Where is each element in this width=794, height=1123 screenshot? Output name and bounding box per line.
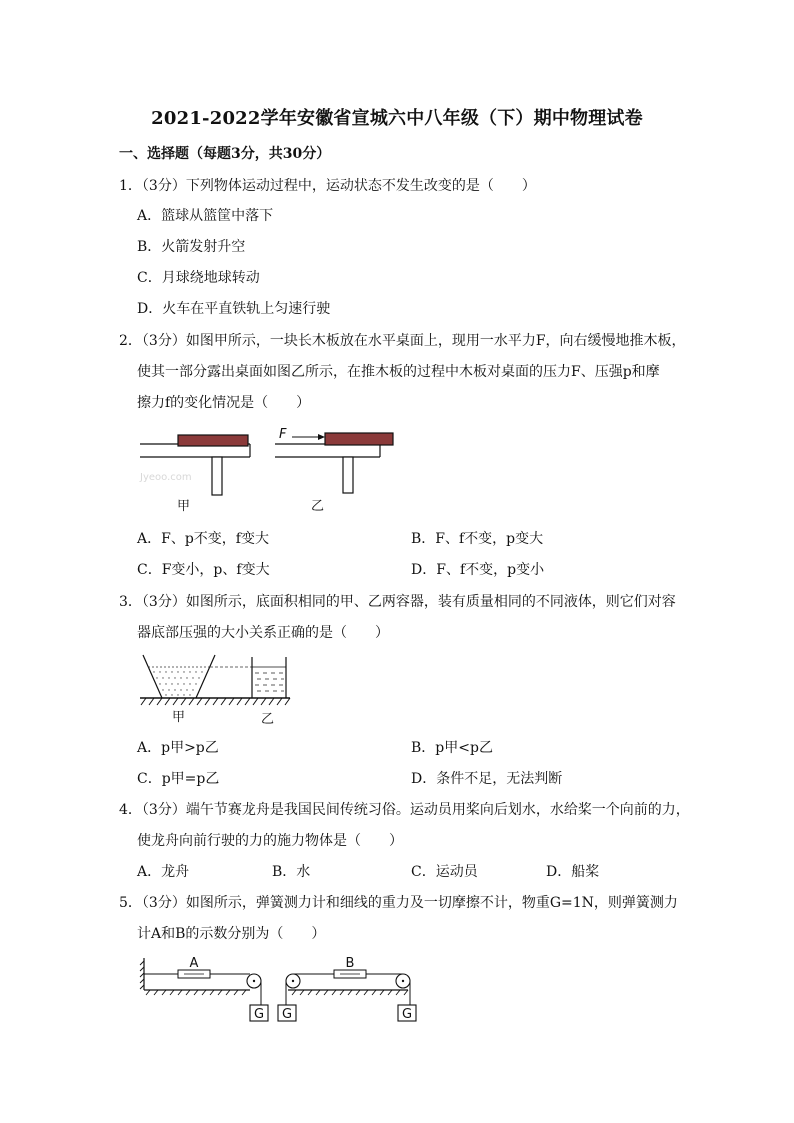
q3-stem-line1: 3．（3分）如图所示，底面积相同的甲、乙两容器，装有质量相同的不同液体，则它们对容: [119, 594, 676, 610]
q2-figure-jia: [139, 435, 250, 514]
q2-figure-label-jia: 甲: [177, 499, 191, 514]
q2-option-d: D．F、f不变，p变小: [411, 562, 545, 578]
q1-option-a: A．篮球从篮筐中落下: [137, 208, 274, 224]
exam-title: 2021-2022学年安徽省宣城六中八年级（下）期中物理试卷: [151, 108, 643, 129]
q3-option-c: C．p甲=p乙: [137, 771, 220, 787]
q2-stem-line1: 2．（3分）如图甲所示，一块长木板放在水平桌面上，现用一水平力F，向右缓慢地推木板，: [119, 333, 686, 349]
q2-option-b: B．F、f不变，p变大: [411, 531, 544, 547]
q5-setup-b: [278, 956, 416, 1022]
q4-option-d: D．船桨: [546, 864, 600, 880]
q1-option-c: C．月球绕地球转动: [137, 270, 260, 286]
q2-watermark: Jyeoo.com: [140, 472, 192, 483]
q2-board-figure: [130, 422, 410, 517]
q5-stem-line1: 5．（3分）如图所示，弹簧测力计和细线的重力及一切摩擦不计，物重G=1N，则弹簧测力: [119, 895, 678, 911]
q3-label-yi: 乙: [261, 712, 275, 727]
q2-stem-line3: 擦力f的变化情况是（ ）: [137, 395, 311, 411]
q3-label-jia: 甲: [172, 710, 186, 725]
q5-weight-label-middle: G: [281, 1007, 293, 1022]
q1-option-b: B．火箭发射升空: [137, 239, 246, 255]
q1-option-d: D．火车在平直铁轨上匀速行驶: [137, 301, 331, 317]
q5-scale-label-b: B: [345, 956, 355, 971]
q3-option-a: A．p甲>p乙: [137, 740, 219, 756]
q5-weight-label-right: G: [401, 1007, 413, 1022]
q2-figure-label-yi: 乙: [311, 499, 325, 514]
q5-scale-label-a: A: [189, 956, 199, 971]
q5-setup-a: [140, 956, 268, 1022]
q2-option-c: C．F变小，p、f变大: [137, 562, 270, 578]
q4-option-b: B．水: [272, 864, 311, 880]
q2-force-label: F: [279, 427, 287, 442]
q4-option-a: A．龙舟: [137, 864, 190, 880]
q3-container-yi: [252, 657, 286, 698]
section-heading: 一、选择题（每题3分，共30分）: [119, 146, 331, 162]
q5-stem-line2: 计A和B的示数分别为（ ）: [137, 926, 326, 942]
q4-stem-line1: 4．（3分）端午节赛龙舟是我国民间传统习俗。运动员用桨向后划水，水给桨一个向前的力，: [119, 802, 690, 818]
q5-weight-label-left: G: [253, 1007, 265, 1022]
q5-spring-scale-figure: [138, 955, 423, 1025]
q3-container-figure: [138, 652, 298, 727]
q2-figure-yi: [275, 427, 393, 514]
q3-option-d: D．条件不足，无法判断: [411, 771, 563, 787]
q3-container-jia: [143, 655, 215, 698]
q3-option-b: B．p甲<p乙: [411, 740, 493, 756]
q1-stem: 1．（3分）下列物体运动过程中，运动状态不发生改变的是（ ）: [119, 178, 536, 194]
q3-stem-line2: 器底部压强的大小关系正确的是（ ）: [137, 625, 389, 641]
q2-stem-line2: 使其一部分露出桌面如图乙所示，在推木板的过程中木板对桌面的压力F、压强p和摩: [137, 364, 660, 380]
q4-option-c: C．运动员: [411, 864, 478, 880]
q4-stem-line2: 使龙舟向前行驶的力的施力物体是（ ）: [137, 833, 403, 849]
q2-option-a: A．F、p不变，f变大: [137, 531, 269, 547]
